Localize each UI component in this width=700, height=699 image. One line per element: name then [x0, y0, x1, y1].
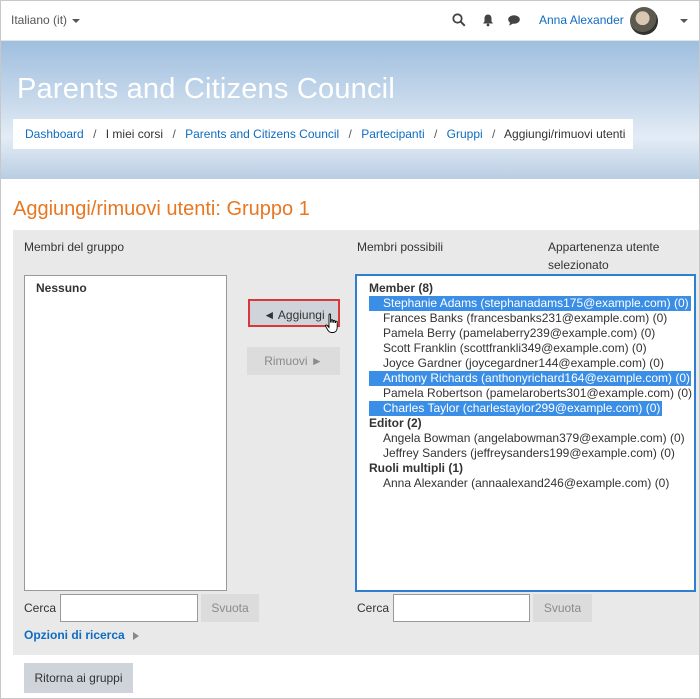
back-to-groups-button[interactable]: Ritorna ai gruppi — [24, 663, 133, 693]
list-item[interactable]: Pamela Berry (pamelaberry239@example.com) (0) — [383, 326, 656, 340]
language-menu[interactable] — [11, 13, 80, 27]
search-options-link[interactable] — [24, 628, 139, 642]
potential-members-label: Membri possibili — [357, 240, 444, 254]
list-item[interactable]: Pamela Robertson (pamelaroberts301@example.com) (0) — [383, 386, 692, 400]
selected-membership-label-line1: Appartenenza utente — [548, 240, 660, 254]
list-item[interactable]: Angela Bowman (angelabowman379@example.com) (0) — [383, 431, 685, 445]
group-members-label: Membri del gruppo — [24, 240, 125, 254]
potential-members-listbox[interactable] — [355, 274, 696, 592]
top-navbar — [1, 1, 699, 41]
group-members-listbox[interactable] — [24, 275, 227, 591]
page-header — [1, 41, 699, 179]
optgroup-heading: Member (8) — [369, 281, 434, 295]
add-remove-panel — [13, 230, 700, 655]
potential-members-search-input[interactable] — [393, 594, 530, 622]
bell-icon[interactable] — [481, 13, 495, 27]
breadcrumb-current: Aggiungi/rimuovi utenti — [504, 127, 626, 141]
group-members-clear-button[interactable]: Svuota — [201, 594, 259, 622]
search-icon[interactable] — [452, 13, 466, 27]
hand-cursor-icon — [324, 313, 340, 335]
list-item[interactable]: Anna Alexander (annaalexand246@example.com) (0) — [383, 476, 670, 490]
breadcrumb-separator: / — [172, 127, 176, 141]
expand-arrow-icon — [133, 632, 139, 640]
breadcrumb-groups[interactable]: Gruppi — [446, 127, 483, 141]
breadcrumb-separator: / — [433, 127, 438, 141]
language-label: Italiano (it) — [11, 13, 68, 27]
selected-membership-label-line2: selezionato — [548, 258, 609, 272]
chat-icon[interactable] — [507, 13, 521, 27]
list-item[interactable]: Frances Banks (francesbanks231@example.com) (0) — [383, 311, 668, 325]
list-item[interactable]: Scott Franklin (scottfrankli349@example.com) (0) — [383, 341, 647, 355]
empty-list-heading: Nessuno — [36, 281, 87, 295]
breadcrumb-course[interactable]: Parents and Citizens Council — [185, 127, 340, 141]
breadcrumb-dashboard[interactable]: Dashboard — [25, 127, 84, 141]
optgroup-heading: Editor (2) — [369, 416, 422, 430]
list-item[interactable]: Anthony Richards (anthonyrichard164@example.com) (0) — [369, 371, 691, 386]
list-item[interactable]: Jeffrey Sanders (jeffreysanders199@example.com) (0) — [383, 446, 675, 460]
list-item[interactable]: Charles Taylor (charlestaylor299@example.com) (0) — [369, 401, 662, 416]
potential-members-search-label: Cerca — [357, 601, 390, 615]
user-menu-chevron-icon[interactable] — [680, 19, 688, 23]
search-options-label: Opzioni di ricerca — [24, 628, 125, 642]
avatar[interactable] — [630, 7, 658, 35]
breadcrumb — [13, 119, 633, 149]
add-button[interactable]: ◄ Aggiungi — [248, 299, 340, 327]
optgroup-heading: Ruoli multipli (1) — [369, 461, 463, 475]
course-title: Parents and Citizens Council — [17, 73, 395, 105]
breadcrumb-separator: / — [93, 127, 97, 141]
breadcrumb-separator: / — [348, 127, 352, 141]
breadcrumb-participants[interactable]: Partecipanti — [361, 127, 425, 141]
user-name[interactable]: Anna Alexander — [539, 13, 624, 27]
potential-members-clear-button[interactable]: Svuota — [533, 594, 592, 622]
breadcrumb-separator: / — [492, 127, 496, 141]
group-members-search-input[interactable] — [60, 594, 198, 622]
group-members-search-label: Cerca — [24, 601, 57, 615]
chevron-down-icon — [72, 19, 80, 23]
list-item[interactable]: Joyce Gardner (joycegardner144@example.com) (0) — [383, 356, 664, 370]
list-item[interactable]: Stephanie Adams (stephanadams175@example.com) (0) — [369, 296, 691, 311]
breadcrumb-my-courses: I miei corsi — [105, 127, 164, 141]
page-title: Aggiungi/rimuovi utenti: Gruppo 1 — [13, 198, 310, 220]
remove-button[interactable]: Rimuovi ► — [247, 347, 340, 375]
